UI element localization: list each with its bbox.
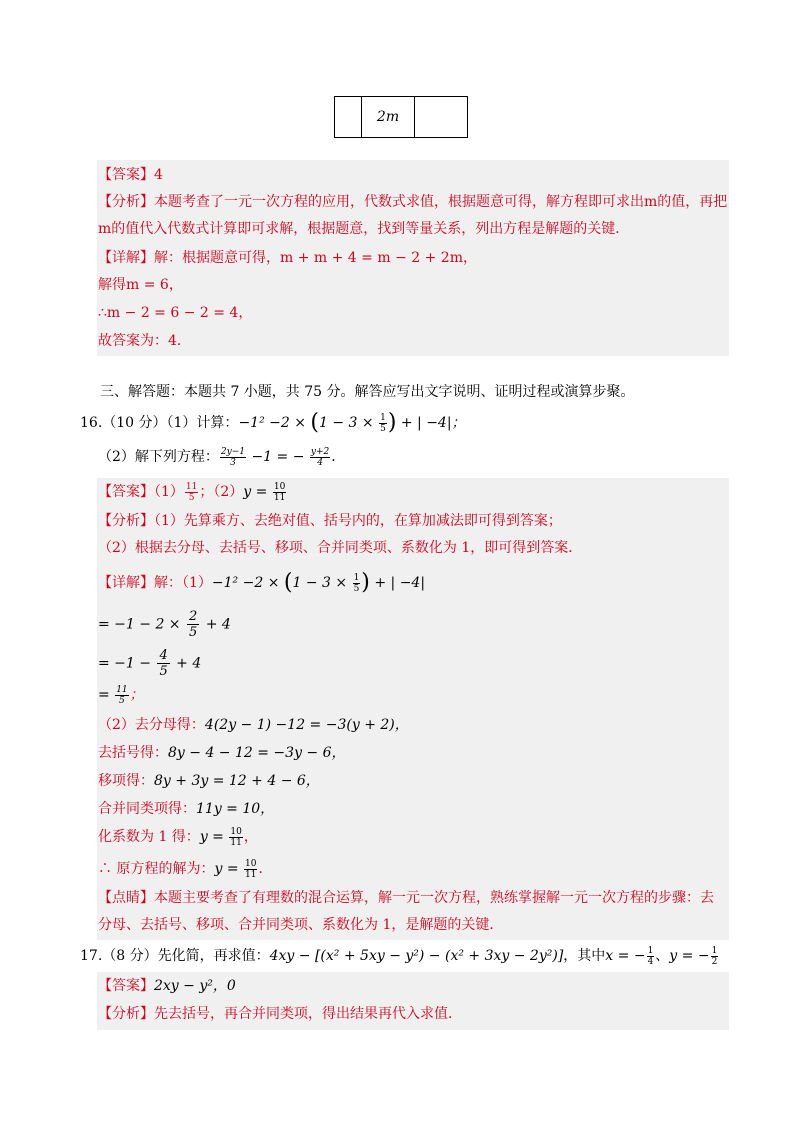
q15-detail-line3: ∴m − 2 = 6 − 2 = 4，: [98, 305, 253, 321]
box-middle: 2m: [362, 97, 415, 138]
box-right: [415, 97, 468, 138]
q17-number: 17.: [80, 948, 103, 964]
q16-stem2-frac1: $\frac{2y-1}{3}$: [220, 446, 245, 468]
analysis-tag: 【分析】: [98, 194, 154, 210]
q16-analysis-line2: （2）根据去分母、去括号、移项、合并同类项、系数化为 1，即可得到答案．: [98, 540, 583, 556]
step2-frac: $\frac{4}{5}$: [159, 648, 168, 679]
q16-analysis-line1: [98, 510, 562, 532]
q16-step1: = −1 − 2 × $\frac{2}{5}$ + 4: [98, 609, 231, 640]
detail-expr: −1² −2 ×: [211, 575, 284, 591]
answer-value: 2xy − y²，0: [154, 978, 236, 994]
q15-answer-line: [98, 164, 163, 186]
q16-stem2-prefix: （2）解下列方程：: [98, 449, 219, 465]
q16-part2-line1: （2）去分母得：4(2y − 1) −12 = −3(y + 2)，: [98, 717, 409, 733]
step1-frac: $\frac{2}{5}$: [189, 609, 198, 640]
comment-tag: 【点睛】: [98, 890, 154, 906]
q16-stem1-expr-b: 1 − 3 ×: [319, 415, 379, 431]
q16-part2-line4: 合并同类项得：11y = 10，: [98, 801, 275, 817]
q16-part2-line6: ∴ 原方程的解为：y = $\frac{10}{11}$ ．: [98, 858, 273, 880]
q16-stem2: [98, 446, 345, 468]
q17-answer-line: [98, 975, 236, 997]
q16-stem1: 16.（10 分）（1）计算：−1² −2 × (1 − 3 × $\frac{1}{5}$ ) + | −4|；: [80, 410, 466, 435]
figure-boxes: [334, 96, 468, 138]
q16-comment-line1: 【点睛】本题主要考查了有理数的混合运算，解一元一次方程，熟练掌握解一元一次方程的步骤：去: [98, 890, 714, 906]
answer-b: ；（2）: [199, 484, 244, 500]
detail-inner: 1 − 3 ×: [292, 575, 352, 591]
answer-c: y =: [243, 484, 272, 500]
detail-end: + | −4|: [369, 575, 426, 591]
q16-answer-line: [98, 481, 287, 503]
analysis-text: 本题考查了一元一次方程的应用，代数式求值，根据题意可得，解方程即可求出m的值，再把: [154, 194, 728, 210]
answer-a: （1）: [154, 484, 184, 500]
analysis-tag: 【分析】: [98, 513, 154, 529]
q15-analysis-line1: [98, 191, 727, 213]
q16-stem2-mid: −1 = −: [247, 449, 309, 465]
detail-tag: 【详解】: [98, 250, 154, 266]
detail-text: 解：根据题意可得，m + m + 4 = m − 2 + 2m，: [154, 250, 477, 266]
q17-expr: 4xy − [(x² + 5xy − y²) − (x² + 3xy − 2y²)]: [269, 948, 564, 964]
analysis-tag: 【分析】: [98, 1006, 154, 1022]
q16-stem1-prefix: （10 分）（1）计算：: [102, 415, 239, 431]
answer-tag: 【答案】: [98, 978, 154, 994]
q16-stem1-expr-a: −1² −2 ×: [238, 415, 311, 431]
q16-step2: = −1 − $\frac{4}{5}$ + 4: [98, 648, 202, 679]
q15-detail-line2: 解得m = 6，: [98, 277, 183, 293]
box-left: [335, 97, 362, 138]
q16-part2-line2: 去括号得：8y − 4 − 12 = −3y − 6，: [98, 745, 346, 761]
q16-part2-line5: 化系数为 1 得：y = $\frac{10}{11}$ ，: [98, 826, 258, 848]
step3-frac: $\frac{11}{5}$: [116, 684, 128, 706]
q17-analysis-line: 【分析】先去括号，再合并同类项，得出结果再代入求值．: [98, 1006, 462, 1022]
detail-prefix: 解：（1）: [154, 575, 212, 591]
q16-part2-line3: 移项得：8y + 3y = 12 + 4 − 6，: [98, 773, 320, 789]
q16-stem2-frac2: $\frac{y+2}{4}$: [310, 446, 330, 468]
q16-detail-line1: 【详解】解：（1）−1² −2 × (1 − 3 × $\frac{1}{5}$ ) + | −4|: [98, 570, 426, 595]
detail-tag: 【详解】: [98, 575, 154, 591]
q16-stem1-frac: $\frac{1}{5}$: [380, 412, 386, 434]
answer-value: 4: [154, 167, 163, 183]
section-heading: 三、解答题：本题共 7 小题，共 75 分。解答应写出文字说明、证明过程或演算步聚。: [100, 384, 635, 400]
q16-stem1-expr-c: + | −4|；: [396, 415, 466, 431]
q15-detail-line4: 故答案为：4．: [98, 333, 191, 349]
answer-tag: 【答案】: [98, 484, 154, 500]
answer-tag: 【答案】: [98, 167, 154, 183]
analysis-text: （1）先算乘方、去绝对值、括号内的，在算加减法即可得到答案；: [154, 513, 562, 529]
q16-comment-line2: 分母、去括号、移项、合并同类项、系数化为 1，是解题的关键．: [98, 917, 504, 933]
q17-stem: 17.（8 分）先化简，再求值：4xy − [(x² + 5xy − y²) − (x² + 3xy − 2y²)]，其中x = − $\frac{1}{4}$ 、y = − $\frac{1}{2}$: [80, 945, 718, 967]
q16-step3: = $\frac{11}{5}$ ；: [98, 684, 144, 706]
answer-frac2: $\frac{10}{11}$: [273, 481, 286, 503]
q15-analysis-line2: m的值代入代数式计算即可求解，根据题意，找到等量关系，列出方程是解题的关键．: [98, 221, 630, 237]
q16-number: 16.: [80, 415, 103, 431]
q16-stem2-end: ．: [331, 449, 346, 465]
q15-detail-line1: [98, 247, 477, 269]
answer-frac: $\frac{11}{5}$: [185, 481, 198, 503]
detail-frac: $\frac{1}{5}$: [353, 572, 360, 594]
